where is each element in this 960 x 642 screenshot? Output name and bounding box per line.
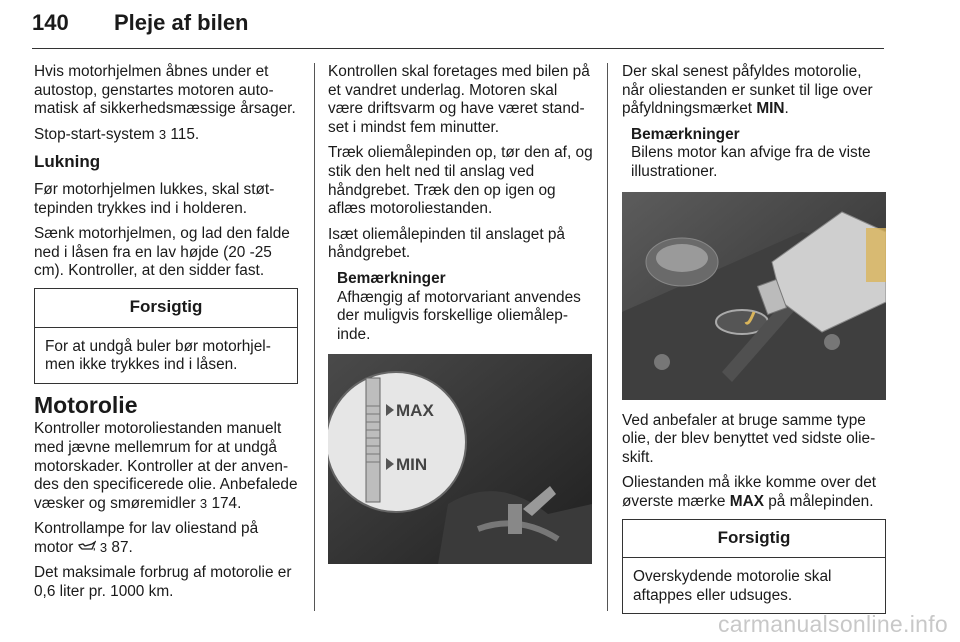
paragraph-text: Kontrollampe for lav oliestand på motor [34, 520, 259, 556]
paragraph-vandret: Kontrollen skal foretages med bilen på et vandret underlag. Motoren skal være driftsvarm og have været standset i mindst fem minutter. [328, 63, 590, 136]
punct: . [784, 100, 789, 118]
max-mark-label: MAX [396, 401, 434, 421]
oil-fill-figure [622, 192, 886, 400]
paragraph-saenk: Sænk motorhjelmen, og lad den falde ned i låsen fra en lav højde (20 -25 cm). Kontroller, at den sidder fast. [34, 225, 290, 280]
note-body: Afhængig af motorvariant anvendes der muligvis forskellige oliemålepinde. [337, 288, 581, 343]
note-title: Bemærkninger [631, 125, 740, 143]
paragraph-isaet: Isæt oliemålepinden til anslaget på håndgrebet. [328, 225, 565, 262]
min-label: MIN [756, 100, 785, 118]
min-mark-label: MIN [396, 455, 428, 475]
caution-box [34, 288, 298, 384]
paragraph-max [622, 474, 886, 511]
paragraph-autostop: Hvis motorhjelmen åbnes under et autostop, genstartes motoren automatisk af sikkerhedsmæssige årsager. [34, 63, 296, 118]
paragraph-kontroller [34, 420, 298, 513]
paragraph-traek: Træk oliemålepinden op, tør den af, og stik den helt ned til anslag ved håndgrebet. Træk den op igen og aflæs motoroliestanden. [328, 144, 593, 218]
ref-page: 174. [211, 494, 242, 512]
oil-fill-illustration [622, 192, 886, 400]
heading-motorolie: Motorolie [34, 391, 138, 418]
page-header [32, 6, 884, 49]
ref-text: Stop-start-system [34, 125, 155, 143]
caution-body: Overskydende motorolie skal aftappes eller udsuges. [633, 568, 832, 604]
paragraph-stoettepind: Før motorhjelmen lukkes, skal støttepinden trykkes ind i holderen. [34, 180, 275, 217]
oil-lamp-icon [78, 540, 96, 552]
watermark: carmanualsonline.info [717, 611, 948, 637]
heading-lukning: Lukning [34, 152, 101, 172]
caution-title: Forsigtig [35, 289, 297, 328]
dipstick-figure [328, 354, 592, 564]
column-divider-1 [314, 63, 315, 611]
max-label: MAX [729, 492, 764, 510]
paragraph-text: Oliestanden må ikke komme over det øverste mærke [622, 474, 877, 510]
page-title: Pleje af bilen [114, 10, 249, 35]
note-title: Bemærkninger [337, 269, 446, 287]
paragraph-text: Kontroller motoroliestanden manuelt med jævne mellemrum for at undgå motorskader. Kontroller at der anvendes den specificerede olie. Anbefalede væsker og smøremidler [34, 420, 298, 512]
note-block [328, 270, 594, 344]
column-1 [34, 63, 298, 609]
column-divider-2 [607, 63, 608, 611]
paragraph-samme-type: Ved anbefaler at bruge samme type olie, der blev benyttet ved sidste olieskift. [622, 411, 876, 466]
paragraph-paafyld [622, 63, 886, 119]
page-ref-icon: 3 [158, 126, 167, 142]
paragraph-stop-start-ref [34, 126, 298, 145]
note-body: Bilens motor kan afvige fra de viste illustrationer. [631, 144, 871, 180]
ref-page: 115. [170, 125, 200, 143]
page-ref-icon: 3 [199, 495, 208, 511]
caution-title: Forsigtig [623, 520, 885, 559]
paragraph-kontrollampe [34, 520, 298, 557]
dipstick-illustration [328, 354, 592, 564]
page-ref-icon: 3 [99, 539, 108, 555]
page-number: 140 [32, 10, 69, 35]
note-block [622, 126, 886, 182]
column-3 [622, 63, 886, 622]
paragraph-forbrug: Det maksimale forbrug af motorolie er 0,6 liter pr. 1000 km. [34, 564, 292, 601]
caution-box [622, 519, 886, 615]
column-2 [328, 63, 594, 576]
ref-page: 87. [111, 538, 133, 556]
caution-body: For at undgå buler bør motorhjelmen ikke trykkes ind i låsen. [45, 337, 271, 374]
paragraph-text: på målepinden. [768, 492, 874, 510]
paragraph-text: Der skal senest påfyldes motorolie, når oliestanden er sunket til lige over påfyldningsmærket [622, 63, 873, 118]
